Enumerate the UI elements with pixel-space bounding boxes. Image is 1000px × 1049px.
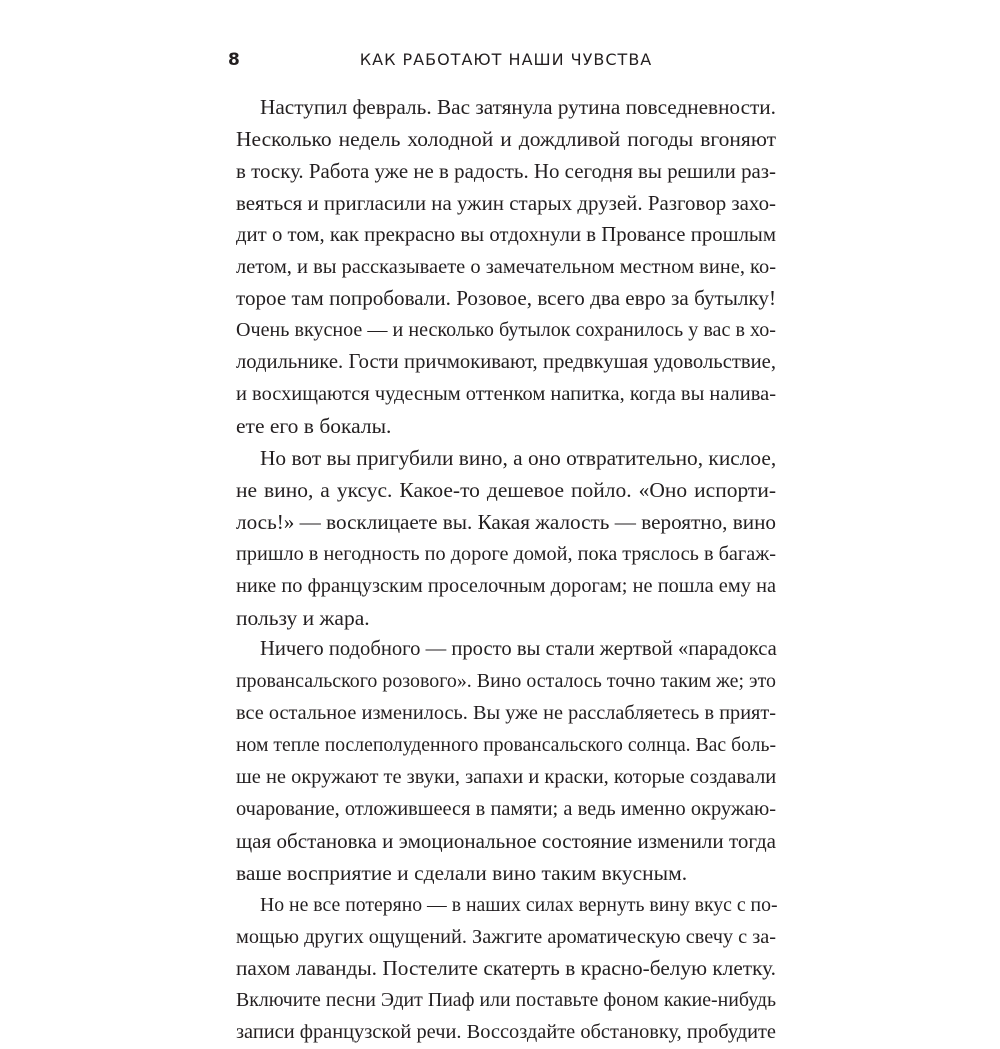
text-line: очарование, отложившееся в памяти; а ведь именно окружаю- [236,797,776,820]
text-line: Очень вкусное — и несколько бутылок сохранилось у вас в хо- [236,319,776,342]
text-line: мощью других ощущений. Зажгите ароматическую свечу с за- [236,925,776,948]
text-line: Включите песни Эдит Пиаф или поставьте фоном какие-нибудь [236,989,776,1012]
text-line: не вино, а уксус. Какое-то дешевое пойло. «Оно испорти- [236,477,776,502]
text-line: Несколько недель холодной и дождливой погоды вгоняют [236,126,776,151]
text-line: щая обстановка и эмоциональное состояние изменили тогда [236,828,776,853]
text-line: лось!» — восклицаете вы. Какая жалость — вероятно, вино [236,509,776,534]
text-line: все остальное изменилось. Вы уже не расслабляетесь в прият- [236,702,776,725]
text-line: нике по французским проселочным дорогам; не пошла ему на [236,574,776,597]
body-text [236,92,776,1049]
paragraph [236,443,776,634]
text-line: ете его в бокалы. [236,414,392,439]
text-line: веяться и пригласили на ужин старых друзей. Разговор захо- [236,190,776,215]
running-header [228,50,776,74]
text-line: летом, и вы рассказываете о замечательном местном вине, ко- [236,255,777,278]
text-line: пахом лаванды. Постелите скатерть в красно-белую клетку. [236,956,776,981]
text-line: Но вот вы пригубили вино, а оно отвратительно, кислое, [260,445,777,470]
paragraph [236,634,776,889]
text-line: ном тепле послеполуденного провансальского солнца. Вас боль- [236,734,776,757]
text-line: дит о том, как прекрасно вы отдохнули в Провансе прошлым [236,223,776,246]
text-line: ваше восприятие и сделали вино таким вкусным. [236,860,688,885]
text-line: Но не все потеряно — в наших силах вернуть вину вкус с по- [260,893,778,916]
text-line: и восхищаются чудесным оттенком напитка, когда вы налива- [236,383,776,406]
text-line: Наступил февраль. Вас затянула рутина повседневности. [260,95,776,119]
text-line: торое там попробовали. Розовое, всего два евро за бутылку! [236,286,776,311]
text-line: в тоску. Работа уже не в радость. Но сегодня вы решили раз- [236,158,777,183]
text-line: записи французской речи. Воссоздайте обстановку, пробудите [236,1021,776,1044]
text-line: Ничего подобного — просто вы стали жертвой «парадокса [260,638,777,661]
text-line: провансальского розового». Вино осталось точно таким же; это [236,670,776,693]
text-line: пользу и жара. [236,605,370,630]
page-number: 8 [228,50,241,70]
paragraph [236,890,776,1049]
text-line: лодильнике. Гости причмокивают, предвкушая удовольствие, [236,351,776,374]
paragraph [236,92,776,443]
running-title: КАК РАБОТАЮТ НАШИ ЧУВСТВА [359,50,653,69]
text-line: пришло в негодность по дороге домой, пока тряслось в багаж- [236,542,776,565]
text-line: ше не окружают те звуки, запахи и краски, которые создавали [236,766,777,789]
